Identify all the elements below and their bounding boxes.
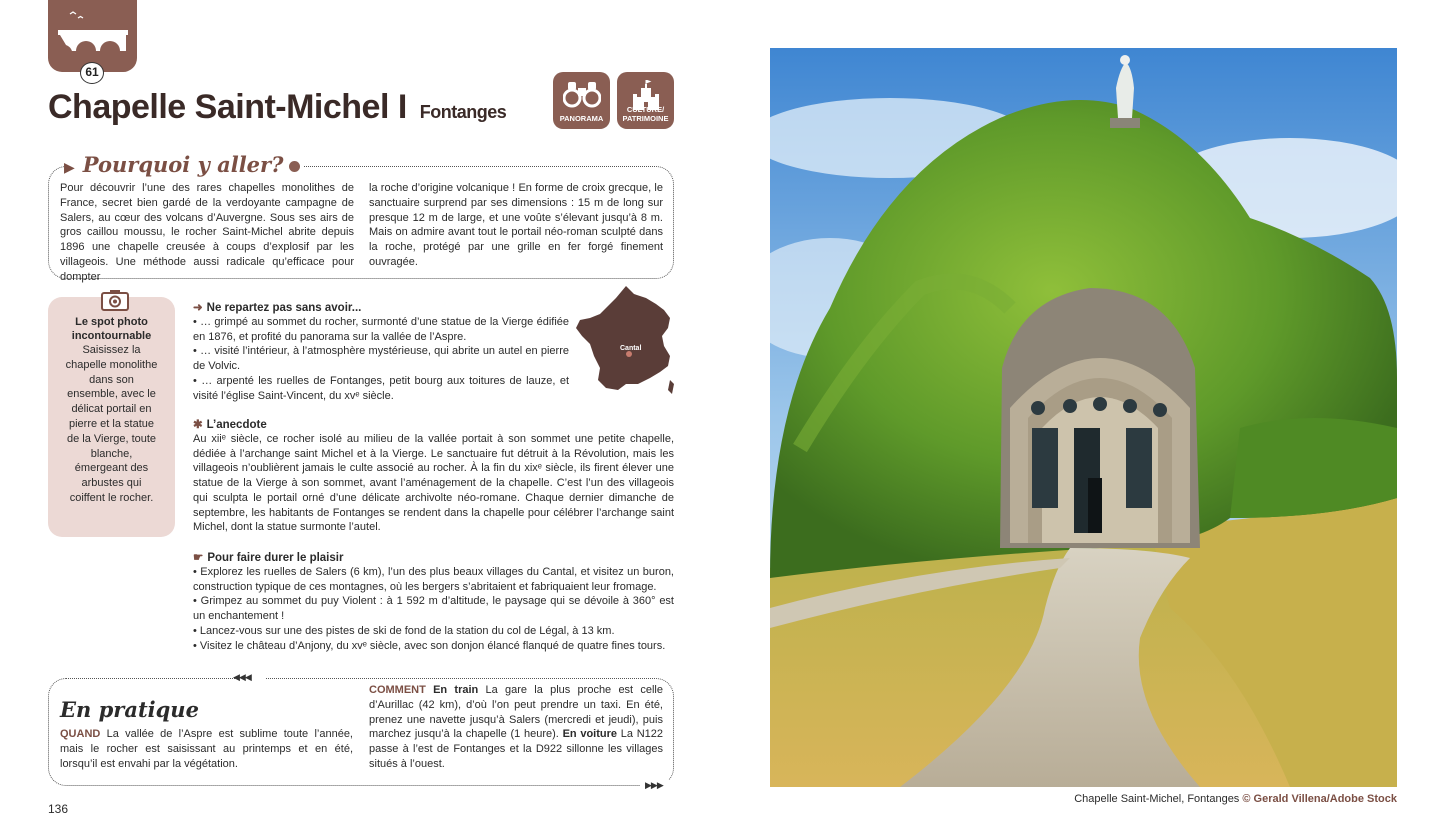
why-heading-text: Pourquoi y aller? (82, 152, 284, 177)
list-item: • Grimpez au sommet du puy Violent : à 1 592 m d’altitude, le paysage qui se dévoile à 360° est un enchantement ! (193, 595, 674, 623)
train-label: En train (433, 684, 479, 696)
list-item: • Explorez les ruelles de Salers (6 km), l’un des plus beaux villages du Cantal, et visitez un buron, construction typique de ces montagnes, où les bergers s’abritaient et fabriquaient leur fromage. (193, 566, 674, 593)
caption-credit: © Gerald Villena/Adobe Stock (1242, 793, 1397, 805)
pratique-heading: En pratique (60, 697, 199, 722)
page-number: 136 (48, 802, 69, 816)
anecdote-text: Au xiiᵉ siècle, ce rocher isolé au milieu de la vallée portait à son sommet une petite chapelle, dédiée à l’archange saint Michel et à la Vierge. Le sanctuaire fut détruit à la Révolution, mais les villageois n’oublièrent jamais le culte associé au rocher. À la fin du xixᵉ siècle, ils firent élever une statue de la Vierge à son sommet, avant l’aménagement de la chapelle. C’est l’un des villageois qui sculpta le portail orné d’une délicate archivolte néo-romane. Chaque dernier dimanche de septembre, les habitants de Fontanges se rendent dans la chapelle pour célébrer l’archange saint Michel, dont la statue surmonte l’autel. (193, 433, 674, 534)
arrow-icon: ➜ (193, 302, 203, 314)
pointing-hand-icon: ☛ (193, 552, 204, 564)
list-item: • … visité l’intérieur, à l’atmosphère mystérieuse, qui abrite un autel en pierre de Volvic. (193, 345, 569, 373)
comment-label: COMMENT (369, 684, 426, 696)
list-item: • … arpenté les ruelles de Fontanges, petit bourg aux toitures de lauze, et visité l’église Saint-Vincent, du xvᵉ siècle. (193, 374, 569, 402)
ne-repartez-list (193, 315, 569, 403)
photo-caption (1074, 793, 1397, 805)
tag-panorama (553, 72, 610, 129)
quand-text: La vallée de l’Aspre est sublime toute l’année, mais le rocher est saisissant au printemps et en été, lorsqu’il est envahi par la végétation. (60, 728, 353, 770)
bridge-icon (56, 8, 130, 54)
section-heading-anecdote (193, 417, 267, 431)
pratique-quand (60, 727, 353, 771)
why-col-1: Pour découvrir l’une des rares chapelles monolithes de France, secret bien gardé de la verdoyante campagne de Salers, au cœur des volcans d’Auvergne. Sous ses airs de gros caillou moussu, le rocher Saint-Michel abrite depuis 1896 une chapelle creusée à coups d’explosif par les villageois. Une méthode aussi radicale qu’efficace pour dompter (60, 182, 354, 283)
caption-text: Chapelle Saint-Michel, Fontanges (1074, 793, 1240, 805)
spot-title: Le spot photo incontournable (71, 316, 152, 342)
asterisk-icon: ✱ (193, 419, 203, 431)
binoculars-icon (563, 80, 601, 108)
camera-icon (101, 289, 129, 311)
page-title (48, 88, 506, 127)
triangle-icon: ▶ (64, 160, 75, 176)
list-item: • Lancez-vous sur une des pistes de ski de fond de la station du col de Légal, à 13 km. (193, 624, 615, 637)
heading-text: L’anecdote (206, 419, 267, 431)
pratique-comment (369, 683, 663, 772)
tag-label: PANORAMA (559, 114, 604, 123)
section-heading-ne-repartez (193, 300, 361, 314)
spot-photo-box (48, 297, 175, 537)
chapel-photo (770, 48, 1397, 787)
section-heading-plaisir (193, 550, 343, 564)
list-item: • Visitez le château d’Anjony, du xvᵉ siècle, avec son donjon élancé flanqué de quatre fines tours. (193, 639, 666, 652)
train-text: La gare la plus proche est celle d’Aurillac (42 km), d’où l’on peut prendre un taxi. En été, prenez une navette jusqu’à Salers (mercredi et jeudi), puis marchez jusqu’à la chapelle (1 heure). (369, 684, 663, 741)
france-map (572, 284, 676, 404)
chapter-number: 61 (80, 62, 104, 84)
dot-icon (289, 161, 300, 172)
corsica-shape (668, 380, 674, 394)
voiture-text: La N122 passe à l’est de Fontanges et la D922 sillonne les villages situés à l’ouest. (369, 728, 664, 770)
heading-text: Pour faire durer le plaisir (207, 552, 344, 564)
tag-label: CULTURE/ PATRIMOINE (622, 105, 669, 123)
quand-label: QUAND (60, 728, 101, 740)
tag-culture (617, 72, 674, 129)
france-shape (576, 286, 670, 390)
arrows-left-icon: ◀◀◀ (233, 673, 251, 683)
why-col-2: la roche d’origine volcanique ! En forme de croix grecque, le sanctuaire surprend par ses dimensions : 15 m de long sur presque 12 m de large, et une voûte s’élevant jusqu’à 8 m. Mais on admire avant tout le portail néo-roman sculpté dans la roche, protégé par une grille en fer forgé finement ouvragée. (369, 182, 663, 268)
map-label: Cantal (620, 345, 642, 352)
title-location: Fontanges (419, 102, 507, 122)
why-heading (64, 152, 304, 177)
heading-text: Ne repartez pas sans avoir... (206, 302, 362, 314)
plaisir-list (193, 565, 674, 653)
title-main: Chapelle Saint-Michel I (48, 88, 407, 126)
voiture-label: En voiture (562, 728, 618, 741)
spot-text: Saisissez la chapelle monolithe dans son ensemble, avec le délicat portail en pierre et la statue de la Vierge, toute blanche, émergeant des arbustes qui coiffent le rocher. (65, 344, 158, 504)
arrows-right-icon: ▶▶▶ (645, 781, 663, 791)
list-item: • … grimpé au sommet du rocher, surmonté d’une statue de la Vierge édifiée en 1876, et profité du panorama sur la vallée de l’Aspre. (193, 316, 569, 343)
